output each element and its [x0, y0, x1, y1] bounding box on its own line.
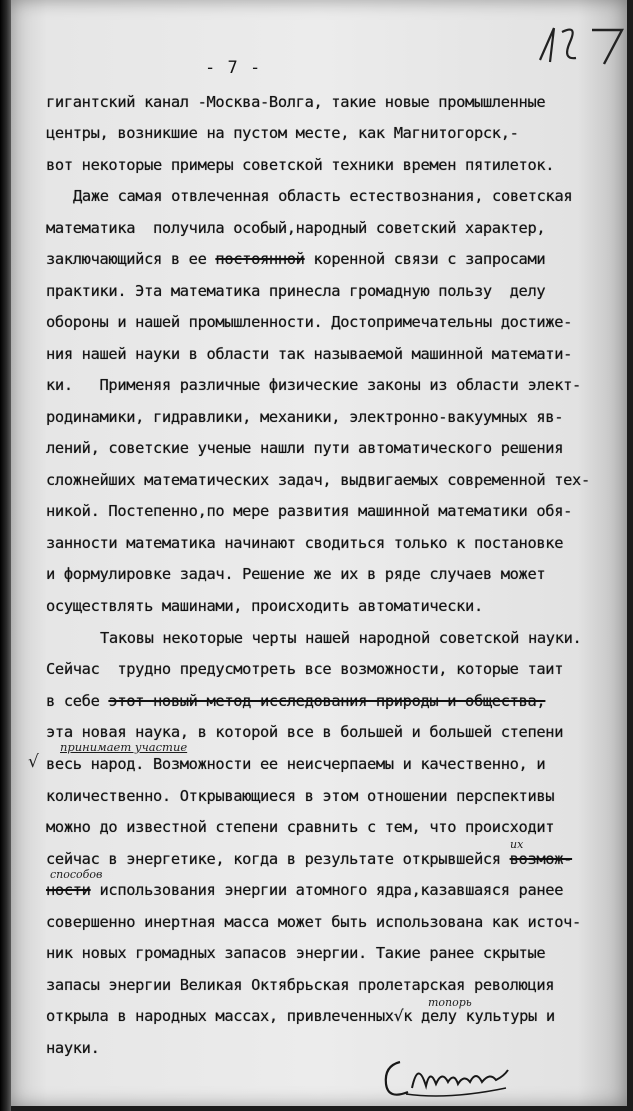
text-line: обороны и нашей промышленности. Достопримечательны достиже-	[46, 313, 573, 331]
struck-word: возмож-	[509, 850, 573, 868]
text-line: гигантский канал -Москва-Волга, такие новые промышленные	[46, 93, 546, 111]
text-line: сложнейших математических задач, выдвигаемых современной тех-	[46, 471, 590, 489]
text-line: Сейчас трудно предусмотреть все возможности, которые таит	[46, 660, 564, 678]
text-line: вот некоторые примеры советской техники времен пятилеток.	[46, 156, 555, 174]
handwritten-insertion: принимает участие	[60, 740, 188, 754]
text-line: никой. Постепенно,по мере развития машинной математики обя-	[46, 502, 573, 520]
text-line: сейчас в энергетике, когда в результате открывшейся возмож-	[46, 850, 573, 868]
struck-word: ности	[46, 881, 91, 899]
struck-phrase: этот новый метод исследования природы и общества,	[108, 692, 546, 710]
text-line: количественно. Открывающиеся в этом отношении перспективы	[46, 787, 555, 805]
text-line: заключающийся в ее постоянной коренной связи с запросами	[46, 250, 546, 268]
text-line: Даже самая отвлеченная область естествознания, советская	[73, 187, 573, 205]
handwritten-insertion: их	[510, 838, 524, 851]
text-line: можно до известной степени сравнить с тем, что происходит	[46, 818, 555, 836]
text-line: в себе этот новый метод исследования природы и общества,	[46, 692, 546, 710]
text-line: ки. Применяя различные физические законы из области элект-	[46, 376, 581, 394]
text-line: осуществлять машинами, происходить автоматически.	[46, 597, 483, 615]
signature	[378, 1048, 528, 1106]
text-line: запасы энергии Великая Октябрьская пролетарская революция	[46, 976, 555, 994]
text-line: открыла в народных массах, привлеченных√к делу культуры и	[46, 1007, 555, 1025]
handwritten-insertion: топорь	[428, 996, 472, 1009]
text-line: центры, возникшие на пустом месте, как Магнитогорск,-	[46, 124, 519, 142]
text-line: математика получила особый,народный советский характер,	[46, 219, 546, 237]
text-line: весь народ. Возможности ее неисчерпаемы и качественно, и	[46, 755, 546, 773]
text-line: совершенно инертная масса может быть использована как источ-	[46, 913, 581, 931]
text-line: науки.	[46, 1039, 100, 1057]
text-line: и формулировке задач. Решение же их в ряде случаев может	[46, 565, 546, 583]
text-line: лений, советские ученые нашли пути автоматического решения	[46, 439, 564, 457]
page-number: - 7 -	[205, 58, 262, 78]
text-line: Таковы некоторые черты нашей народной советской науки.	[100, 629, 582, 647]
insertion-mark: √	[28, 752, 39, 772]
text-line: родинамики, гидравлики, механики, электронно-вакуумных яв-	[46, 408, 564, 426]
text-line: эта новая наука, в которой все в большей и большей степени	[46, 723, 564, 741]
text-line: практики. Эта математика принесла громадную пользу делу	[46, 282, 546, 300]
struck-word: постоянной	[215, 250, 305, 268]
text-line: занности математика начинают сводиться только к постановке	[46, 534, 564, 552]
text-line: ник новых громадных запасов энергии. Такие ранее скрытые	[46, 944, 546, 962]
text-line: ности использования энергии атомного ядра,казавшаяся ранее	[46, 881, 564, 899]
text-line: ния нашей науки в области так называемой машинной математи-	[46, 345, 573, 363]
handwritten-insertion: способов	[50, 868, 103, 881]
